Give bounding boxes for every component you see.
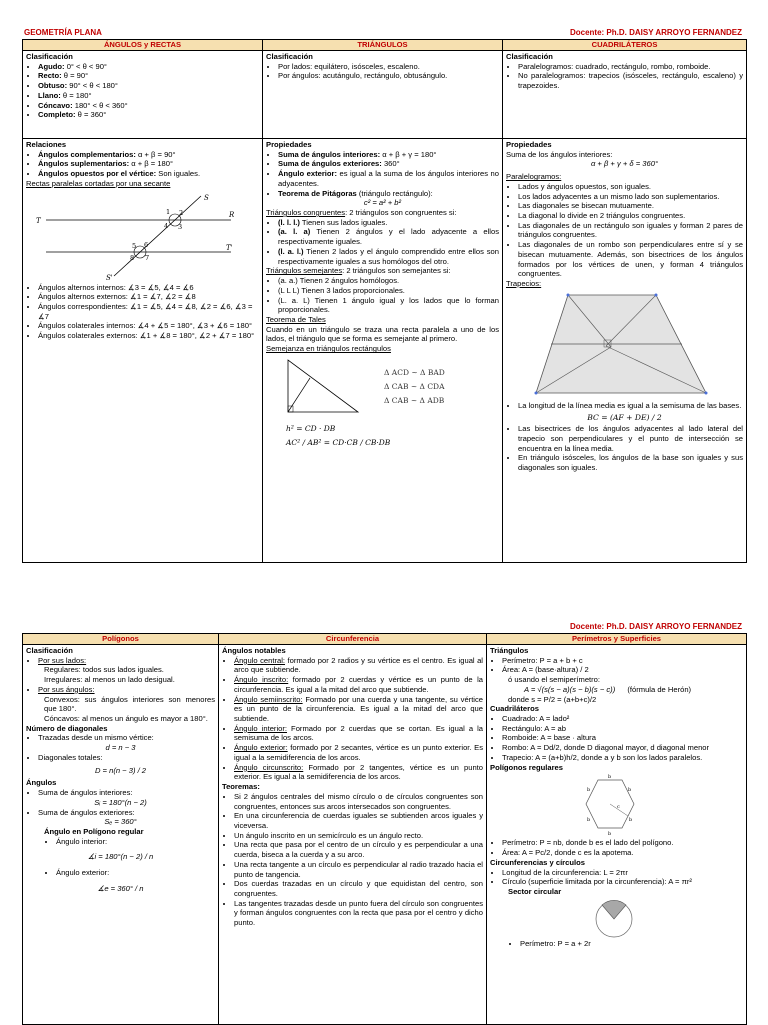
list-item: • Ángulos opuestos por el vértice: Son iguales. [38,169,259,179]
list-item: • Cuadrado: A = lado² [502,714,743,724]
label-8: 8 [130,253,135,262]
section-title: Ángulos [26,778,57,788]
cell-cuad-clasif [503,51,747,139]
table-1 [22,39,747,563]
tales-text: Cuando en un triángulo se traza una recta paralela a uno de los lados, el triángulo que se forma es semejante al primero. [266,324,499,344]
sim-1: Δ ACD ~ Δ BAD [384,367,445,377]
semiperimeter-def: donde s = P/2 = (a+b+c)/2 [508,694,597,704]
list-item: • Los lados adyacentes a un mismo lado son suplementarios. [518,192,743,202]
cell-cuad-prop [503,139,747,563]
regular-angles-list [26,837,215,847]
parallelogram-list [506,182,743,279]
list-item: • Trapecio: A = (a+b)h/2, donde a y b son los lados paralelos. [502,753,743,763]
cell-perimetros [487,645,747,1025]
formula: ∡e = 360° / n [97,883,144,893]
list-item: • Las diagonales de un rombo son perpendiculares entre sí y se bisecan mutuamente. Además, son bisectrices de los ángulos formados por los vértices de unen, y forman 4 triángulos congruentes. [518,240,743,279]
formula-2: AC² / AB² = CD·CB / CB·DB [286,437,391,447]
similarity-list [266,276,499,315]
formula: Sᵢ = 180°(n − 2) [94,797,147,807]
hex-label-b2: b [628,787,632,794]
section-title: Sector circular [508,886,562,896]
col-title-circunferencia: Circunferencia [219,634,487,645]
section-title: Ángulos notables [222,646,286,655]
list-item: • La longitud de la línea media es igual a la semisuma de las bases. [518,401,743,411]
sim-2: Δ CAB ~ Δ CDA [384,381,445,391]
col-title-angulos: ÁNGULOS y RECTAS [23,40,263,51]
list-item: • Recto: θ = 90° [38,71,259,81]
triangle-formulas [490,656,743,675]
list-item: • Ángulo exterior: [56,868,215,878]
list-item: • Lados y ángulos opuestos, son iguales. [518,182,743,192]
notable-angles-list [222,656,483,782]
list-item: • En una circunferencia de cuerdas iguales se subtienden arcos iguales y viceversa. [234,811,483,830]
theorems-list [222,792,483,928]
section-title: Ángulo en Polígono regular [44,826,144,836]
hexagon-diagram [490,772,742,838]
list-item: • Las diagonales se bisecan mutuamente. [518,201,743,211]
paral-title: Paralelogramos: [506,172,562,182]
sector-diagram [490,897,742,939]
hex-label-c: c [617,804,620,811]
by-angles-list [26,685,215,695]
header-1 [22,28,746,38]
section-title: Clasificación [506,52,553,61]
list-item: • Perímetro: P = nb, donde b es el lado del polígono. [502,838,743,848]
trapezoid-diagram [506,289,742,401]
angle-pairs-list [26,283,259,341]
label-4: 4 [164,221,169,230]
rect-sim-title: Semejanza en triángulos rectángulos [266,344,391,354]
heron-name: (fórmula de Herón) [627,684,692,694]
teacher-name: Docente: Ph.D. DAISY ARROYO FERNANDEZ [569,28,742,37]
label-t: T [36,216,41,225]
cell-triangulos-clasif [263,51,503,139]
list-item: • Ángulos alternos externos: ∡1 = ∡7, ∡2 = ∡8 [38,292,259,302]
list-item: • Ángulo interior: Formado por 2 cuerdas que se cortan. Es igual a la semisuma de los arcos. [234,724,483,743]
list-item: • (a. l. a) Tienen 2 ángulos y el lado adyacente a ellos respectivamente iguales. [278,227,499,246]
section-title: Clasificación [266,52,313,61]
list-item: • (l. a. l.) Tienen 2 lados y el ángulo comprendido entre ellos son respectivamente iguales a sus homólogos del otro. [278,247,499,266]
formula: ∡i = 180°(n − 2) / n [87,852,154,862]
sector-formulas [490,939,743,949]
list-item: • Suma de ángulos interiores: α + β + γ = 180° [278,150,499,160]
section-title: Triángulos [490,646,529,655]
quad-class-list [506,62,743,91]
list-item: • Ángulo exterior: formado por 2 secantes, vértice es un punto exterior. Es igual a la semidiferencia de los arcos. [234,743,483,762]
table-2 [22,633,747,1025]
list-item: • Ángulo central: formado por 2 radios y su vértice es el centro. Es igual al arco que subtiende. [234,656,483,675]
list-item: • Cóncavo: 180° < θ < 360° [38,101,259,111]
trapezoid-list [506,401,743,411]
quad-formulas [490,714,743,763]
diagonals-list [26,733,215,743]
list-item: • Paralelogramos: cuadrado, rectángulo, rombo, romboide. [518,62,743,72]
label-s: S [204,193,209,202]
list-item: • Ángulos alternos internos: ∡3 = ∡5, ∡4 = ∡6 [38,283,259,293]
hex-label-b6: b [587,787,591,794]
formula: D = n(n − 3) / 2 [94,765,147,775]
circle-formulas [490,868,743,887]
list-item: • Por sus lados: [38,656,215,666]
col-title-triangulos: TRIÁNGULOS [263,40,503,51]
col-title-cuadrilateros: CUADRILÁTEROS [503,40,747,51]
parallel-lines-diagram [26,190,256,282]
heron-formula: A = √(s(s − a)(s − b)(s − c)) [524,684,616,694]
list-item: • No paralelogramos: trapecios (isósceles, rectángulo, escaleno) y trapezoides. [518,71,743,90]
label-2: 2 [179,208,184,217]
list-item: • Suma de ángulos exteriores: [38,808,215,818]
hex-label-b4: b [608,831,612,838]
relations-list [26,150,259,179]
angles-list [26,788,215,798]
list-item: • Perímetro: P = a + 2r [520,939,743,949]
label-5: 5 [132,241,137,250]
list-item: • Círculo (superficie limitada por la circunferencia): A = πr² [502,877,743,887]
triangle-class-list [266,62,499,81]
list-item: • Ángulos complementarios: α + β = 90° [38,150,259,160]
list-item: • Ángulos correspondientes: ∡1 = ∡5, ∡4 = ∡8, ∡2 = ∡6, ∡3 = ∡7 [38,302,259,321]
tales-title: Teorema de Tales [266,314,326,324]
formula: d = n − 3 [105,743,136,753]
convex-def: Convexos: sus ángulos interiores son menores que 180°. [44,694,215,714]
list-item: • Rombo: A = Dd/2, donde D diagonal mayor, d diagonal menor [502,743,743,753]
hex-label-b1: b [608,774,612,781]
col-title-poligonos: Polígonos [23,634,219,645]
label-7: 7 [145,253,150,262]
diagonals-list-2 [26,753,215,763]
section-title: Cuadriláteros [490,704,539,714]
formula: Sₑ = 360° [104,817,137,827]
list-item: • (l. l. l.) Tienen sus lados iguales. [278,218,499,228]
list-item: • (L L L) Tienen 3 lados proporcionales. [278,286,499,296]
list-item: • Ángulos colaterales externos: ∡1 + ∡8 = 180°, ∡2 + ∡7 = 180° [38,331,259,341]
list-item: • Ángulo exterior: es igual a la suma de los ángulos interiores no adyacentes. [278,169,499,188]
cell-circunferencia [219,645,487,1025]
header-2 [22,622,746,632]
col-title-perimetros: Perímetros y Superficies [487,634,747,645]
by-sides-list [26,656,215,666]
list-item: • Diagonales totales: [38,753,215,763]
cell-angulos-clasif [23,51,263,139]
similarity-relations [384,366,445,408]
label-t-prime: T' [226,243,233,252]
list-item: • Por sus ángulos: [38,685,215,695]
paralelas-title: Rectas paralelas cortadas por una secante [26,178,171,188]
list-item: • Ángulos suplementarios: α + β = 180° [38,159,259,169]
congr-intro: Triángulos congruentes: 2 triángulos son congruentes si: [266,208,457,218]
irregular-def: Irregulares: al menos un lado desigual. [44,675,175,685]
list-item: • (L. a. L) Tienen 1 ángulo igual y los lados que lo forman proporcionales. [278,296,499,315]
section-title: Relaciones [26,140,67,149]
list-item: • En triángulo isósceles, los ángulos de la base son iguales y sus diagonales son iguales. [518,453,743,472]
suma-intro: Suma de los ángulos interiores: [506,149,613,159]
list-item: • Las diagonales de un rectángulo son iguales y forman 2 pares de triángulos congruentes. [518,221,743,240]
list-item: • Romboide: A = base · altura [502,733,743,743]
angles-list-2 [26,808,215,818]
label-1: 1 [166,207,171,216]
list-item: • Obtuso: 90° < θ < 180° [38,81,259,91]
subject-title: GEOMETRÍA PLANA [24,28,102,37]
list-item: • Área: A = Pc/2, donde c es la apotema. [502,848,743,858]
list-item: • Completo: θ = 360° [38,110,259,120]
semi-intro: ó usando el semiperímetro: [508,675,601,685]
regular-def: Regulares: todos sus lados iguales. [44,665,164,675]
list-item: • Por lados: equilátero, isósceles, escaleno. [278,62,499,72]
pitagoras-formula: c² = a² + b² [363,198,402,208]
hex-label-b5: b [587,817,591,824]
list-item: • Agudo: 0° < θ < 90° [38,62,259,72]
formula-1: h² = CD · DB [286,423,336,433]
midline-formula: BC = (AF + DE) / 2 [587,412,662,422]
list-item: • Trazadas desde un mismo vértice: [38,733,215,743]
heron-row [490,685,743,695]
hex-label-b3: b [629,817,633,824]
list-item: • Las bisectrices de los ángulos adyacentes al lado lateral del trapecio son perpendiculares y el punto de intersección se encuentra en la línea media. [518,424,743,453]
list-item: • Ángulo circunscrito: Formado por 2 tangentes, vértice es un punto exterior. Es igual a la semidiferencia de los arcos. [234,763,483,782]
section-title: Propiedades [506,140,552,149]
right-triangle-diagram [280,356,370,416]
section-title: Circunferencias y círculos [490,857,585,867]
list-item: • Área: A = (base·altura) / 2 [502,665,743,675]
list-item: • Longitud de la circunferencia: L = 2πr [502,868,743,878]
regular-angles-list-2 [26,868,215,878]
list-item: • Teorema de Pitágoras (triángulo rectángulo): [278,189,499,199]
section-title: Propiedades [266,140,312,149]
trapezoid-list-2 [506,424,743,473]
angle-class-list [26,62,259,120]
list-item: • Ángulo inscrito: formado por 2 cuerdas y vértice es un punto de la circunferencia. Es igual a la mitad del arco que subtiende. [234,675,483,694]
list-item: • Llano: θ = 180° [38,91,259,101]
list-item: • Ángulo semiinscrito: Formado por una cuerda y una tangente, su vértice es un punto de la circunferencia. Es igual a la mitad del arco que subtiende. [234,695,483,724]
section-title: Clasificación [26,646,73,655]
list-item: • Suma de ángulos exteriores: 360° [278,159,499,169]
congruence-list [266,218,499,267]
list-item: • Dos cuerdas trazadas en un círculo y que equidistan del centro, son congruentes. [234,879,483,898]
section-title: Número de diagonales [26,723,108,733]
list-item: • Las tangentes trazadas desde un punto fuera del círculo son congruentes y forman ángulos congruentes con la recta que pasa por el centro y dicho punto. [234,899,483,928]
section-title: Clasificación [26,52,73,61]
sim-3: Δ CAB ~ Δ ADB [384,395,445,405]
label-s-prime: S' [106,273,113,282]
cell-angulos-rel [23,139,263,563]
list-item: • Si 2 ángulos centrales del mismo círculo o de círculos congruentes son congruentes, entonces sus arcos intersecados son congruentes. [234,792,483,811]
right-triangle-block [266,354,499,474]
section-title: Polígonos regulares [490,762,564,772]
trap-title: Trapecios: [506,279,542,289]
triangle-props-list [266,150,499,199]
list-item: • Ángulo interior: [56,837,215,847]
list-item: • Por ángulos: acutángulo, rectángulo, obtusángulo. [278,71,499,81]
list-item: • Suma de ángulos interiores: [38,788,215,798]
label-r: R [229,210,235,219]
label-6: 6 [144,240,149,249]
list-item: • Ángulos colaterales internos: ∡4 + ∡5 = 180°, ∡3 + ∡6 = 180° [38,321,259,331]
list-item: • Rectángulo: A = ab [502,724,743,734]
list-item: • Perímetro: P = a + b + c [502,656,743,666]
list-item: • Una recta tangente a un círculo es perpendicular al radio trazado hacia el punto de tangencia. [234,860,483,879]
suma-formula: α + β + γ + δ = 360° [590,159,658,169]
list-item: • Una recta que pasa por el centro de un círculo y es perpendicular a una cuerda, biseca a la cuerda y a su arco. [234,840,483,859]
label-3: 3 [178,222,183,231]
cell-poligonos [23,645,219,1025]
teacher-name-2: Docente: Ph.D. DAISY ARROYO FERNANDEZ [569,622,742,631]
concave-def: Cóncavos: al menos un ángulo es mayor a 180°. [44,714,208,724]
cell-triangulos-prop [263,139,503,563]
section-title: Teoremas: [222,782,260,792]
height-formulas [286,422,390,450]
list-item: • La diagonal lo divide en 2 triángulos congruentes. [518,211,743,221]
sem-intro: Triángulos semejantes: 2 triángulos son semejantes si: [266,266,451,276]
list-item: • Un ángulo inscrito en un semicírculo es un ángulo recto. [234,831,483,841]
list-item: • (a. a.) Tienen 2 ángulos homólogos. [278,276,499,286]
regular-polygon-formulas [490,838,743,857]
